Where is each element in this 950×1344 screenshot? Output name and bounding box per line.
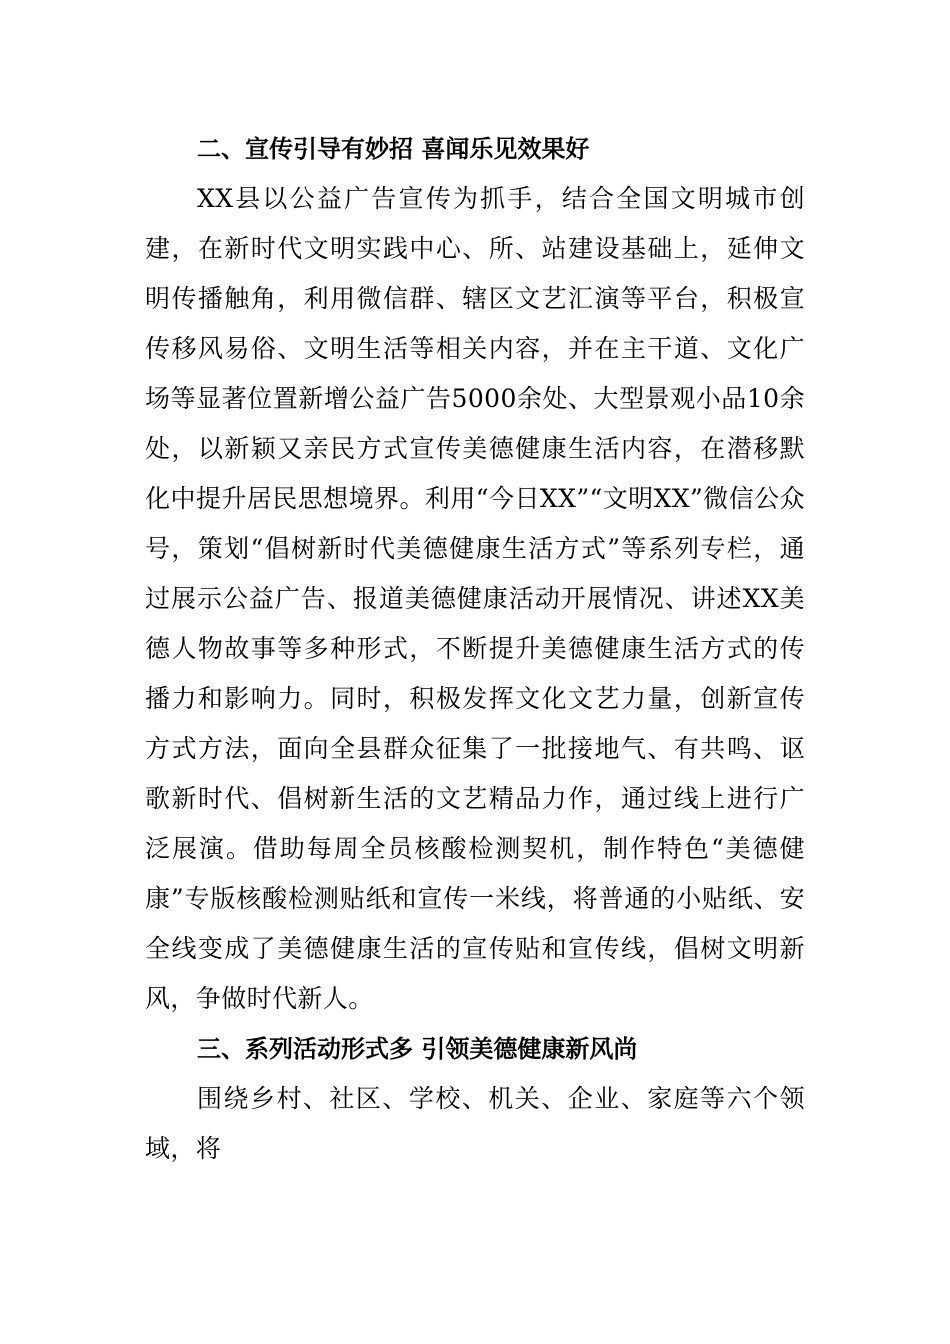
section-heading-3: 三、系列活动形式多 引领美德健康新风尚	[197, 1035, 638, 1063]
section-paragraph-3: 围绕乡村、社区、学校、机关、企业、家庭等六个领域，将	[145, 1084, 805, 1163]
section-heading-2: 二、宣传引导有妙招 喜闻乐见效果好	[197, 135, 590, 163]
document-body	[145, 124, 805, 1174]
section-paragraph-2: XX县以公益广告宣传为抓手，结合全国文明城市创建，在新时代文明实践中心、所、站建设基础上，延伸文明传播触角，利用微信群、辖区文艺汇演等平台，积极宣传移风易俗、文明生活等相关内容，并在主干道、文化广场等显著位置新增公益广告5000余处、大型景观小品10余处，以新颖又亲民方式宣传美德健康生活内容，在潜移默化中提升居民思想境界。利用“今日XX”“文明XX”微信公众号，策划“倡树新时代美德健康生活方式”等系列专栏，通过展示公益广告、报道美德健康活动开展情况、讲述XX美德人物故事等多种形式，不断提升美德健康生活方式的传播力和影响力。同时，积极发挥文化文艺力量，创新宣传方式方法，面向全县群众征集了一批接地气、有共鸣、讴歌新时代、倡树新生活的文艺精品力作，通过线上进行广泛展演。借助每周全员核酸检测契机，制作特色“美德健康”专版核酸检测贴纸和宣传一米线，将普通的小贴纸、安全线变成了美德健康生活的宣传贴和宣传线，倡树文明新风，争做时代新人。	[145, 184, 805, 1013]
